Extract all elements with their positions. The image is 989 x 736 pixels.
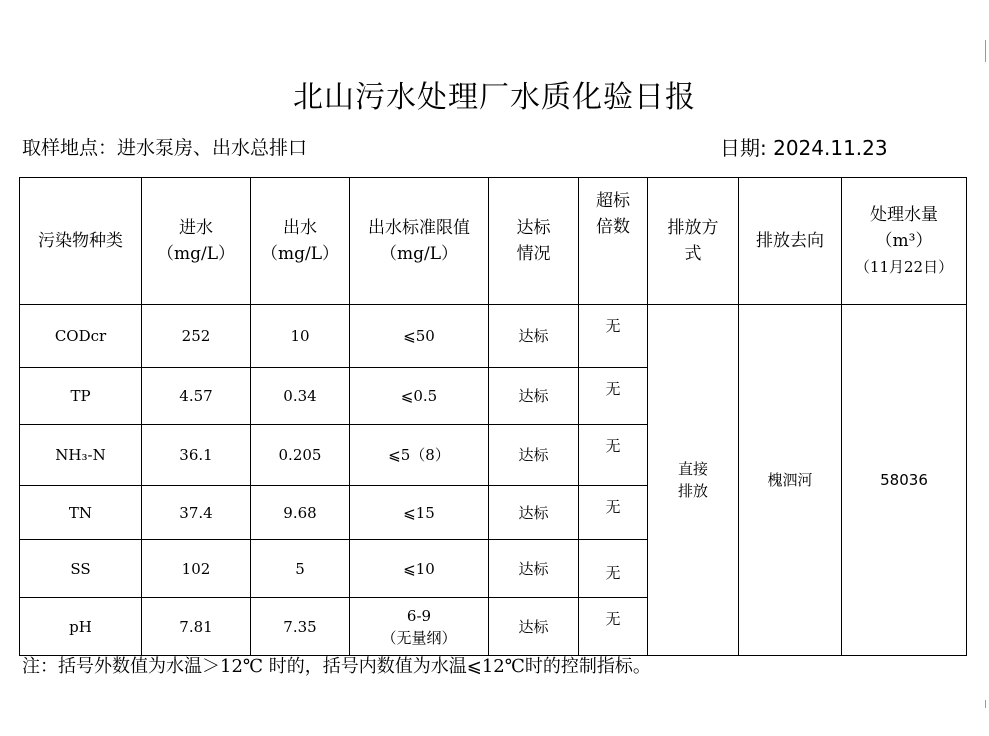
limit-cell: ⩽5（8） (350, 425, 489, 486)
exceed-cell: 无 (579, 598, 648, 656)
header-destination: 排放去向 (739, 178, 842, 305)
status-cell: 达标 (489, 486, 579, 540)
table-header-row (20, 178, 967, 305)
status-cell: 达标 (489, 368, 579, 425)
report-date: 日期: 2024.11.23 (720, 136, 888, 160)
header-pollutant: 污染物种类 (20, 178, 142, 305)
header-exceed: 超标 倍数 (579, 178, 648, 305)
outflow-cell: 10 (251, 305, 350, 368)
inflow-cell: 252 (142, 305, 251, 368)
report-title: 北山污水处理厂水质化验日报 (293, 80, 696, 115)
status-cell: 达标 (489, 305, 579, 368)
header-status: 达标 情况 (489, 178, 579, 305)
exceed-cell: 无 (579, 368, 648, 425)
header-inflow: 进水 （mg/L） (142, 178, 251, 305)
exceed-cell: 无 (579, 305, 648, 368)
status-cell: 达标 (489, 598, 579, 656)
header-outflow: 出水 （mg/L） (251, 178, 350, 305)
pollutant-cell: CODcr (20, 305, 142, 368)
outflow-cell: 9.68 (251, 486, 350, 540)
exceed-cell: 无 (579, 425, 648, 486)
status-cell: 达标 (489, 540, 579, 598)
treated-volume-cell: 58036 (842, 305, 967, 656)
inflow-cell: 37.4 (142, 486, 251, 540)
exceed-cell: 无 (579, 486, 648, 540)
pollutant-cell: TN (20, 486, 142, 540)
water-quality-table (19, 177, 967, 656)
outflow-cell: 0.205 (251, 425, 350, 486)
pollutant-cell: pH (20, 598, 142, 656)
outflow-cell: 7.35 (251, 598, 350, 656)
pollutant-cell: SS (20, 540, 142, 598)
limit-cell: ⩽15 (350, 486, 489, 540)
header-limit: 出水标准限值 （mg/L） (350, 178, 489, 305)
limit-cell: ⩽50 (350, 305, 489, 368)
exceed-cell: 无 (579, 540, 648, 598)
inflow-cell: 36.1 (142, 425, 251, 486)
limit-cell: ⩽10 (350, 540, 489, 598)
inflow-cell: 4.57 (142, 368, 251, 425)
sampling-location: 取样地点：进水泵房、出水总排口 (22, 137, 308, 159)
outflow-cell: 5 (251, 540, 350, 598)
table-row (20, 305, 967, 368)
page-corner-mark (985, 40, 986, 62)
limit-cell: 6-9 （无量纲） (350, 598, 489, 656)
pollutant-cell: TP (20, 368, 142, 425)
page-corner-mark (985, 700, 986, 708)
pollutant-cell: NH₃-N (20, 425, 142, 486)
inflow-cell: 102 (142, 540, 251, 598)
header-volume: 处理水量 （m³） （11月22日） (842, 178, 967, 305)
limit-cell: ⩽0.5 (350, 368, 489, 425)
footnote: 注：括号外数值为水温＞12℃ 时的，括号内数值为水温⩽12℃时的控制指标。 (22, 656, 651, 677)
inflow-cell: 7.81 (142, 598, 251, 656)
discharge-method-cell: 直接 排放 (648, 305, 739, 656)
outflow-cell: 0.34 (251, 368, 350, 425)
discharge-destination-cell: 槐泗河 (739, 305, 842, 656)
status-cell: 达标 (489, 425, 579, 486)
header-method: 排放方 式 (648, 178, 739, 305)
